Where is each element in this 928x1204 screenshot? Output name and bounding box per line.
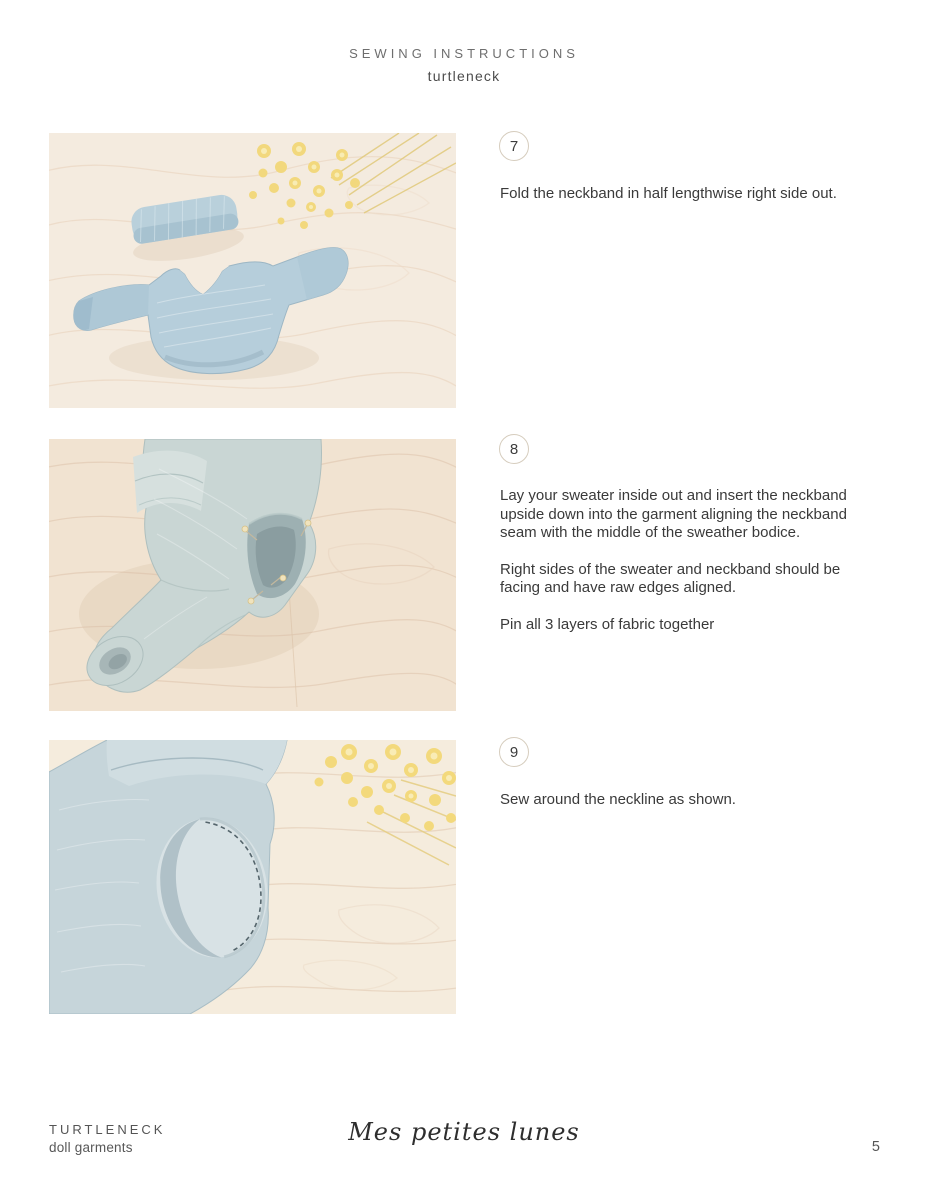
step-number: 8 bbox=[509, 440, 519, 458]
step-7-photo bbox=[49, 133, 456, 408]
step-number-badge-7 bbox=[499, 131, 529, 161]
step-8-photo bbox=[49, 439, 456, 711]
page-subtitle: turtleneck bbox=[427, 68, 501, 84]
footer-pattern-name: TURTLENECK bbox=[49, 1122, 166, 1137]
step-number: 7 bbox=[509, 137, 519, 155]
page-number: 5 bbox=[871, 1139, 880, 1155]
footer-pattern-category: doll garments bbox=[49, 1140, 133, 1155]
step-number-badge-9 bbox=[499, 737, 529, 767]
step-9-photo bbox=[49, 740, 456, 1014]
step-8-instructions bbox=[500, 487, 878, 652]
step-9-instructions bbox=[500, 791, 878, 828]
document-header bbox=[0, 46, 928, 84]
page-title: SEWING INSTRUCTIONS bbox=[349, 46, 579, 61]
step-number: 9 bbox=[509, 743, 519, 761]
photo-illustration-neckband-and-sweater bbox=[49, 133, 456, 408]
step-7-instructions bbox=[500, 185, 878, 222]
photo-illustration-pinned-neckband bbox=[49, 439, 456, 711]
step-instruction: Right sides of the sweater and neckband should be facing and have raw edges aligned. bbox=[500, 560, 841, 596]
step-instruction: Sew around the neckline as shown. bbox=[500, 791, 736, 808]
brand-logo-text: Mes petites lunes bbox=[348, 1118, 580, 1146]
step-instruction: Lay your sweater inside out and insert the neckband upside down into the garment aligning the neckband seam with the middle of the sweather bodice. bbox=[500, 487, 847, 541]
step-number-badge-8 bbox=[499, 434, 529, 464]
step-instruction: Fold the neckband in half lengthwise right side out. bbox=[500, 185, 837, 202]
photo-illustration-stitched-neckline bbox=[49, 740, 456, 1014]
step-instruction: Pin all 3 layers of fabric together bbox=[500, 615, 715, 633]
